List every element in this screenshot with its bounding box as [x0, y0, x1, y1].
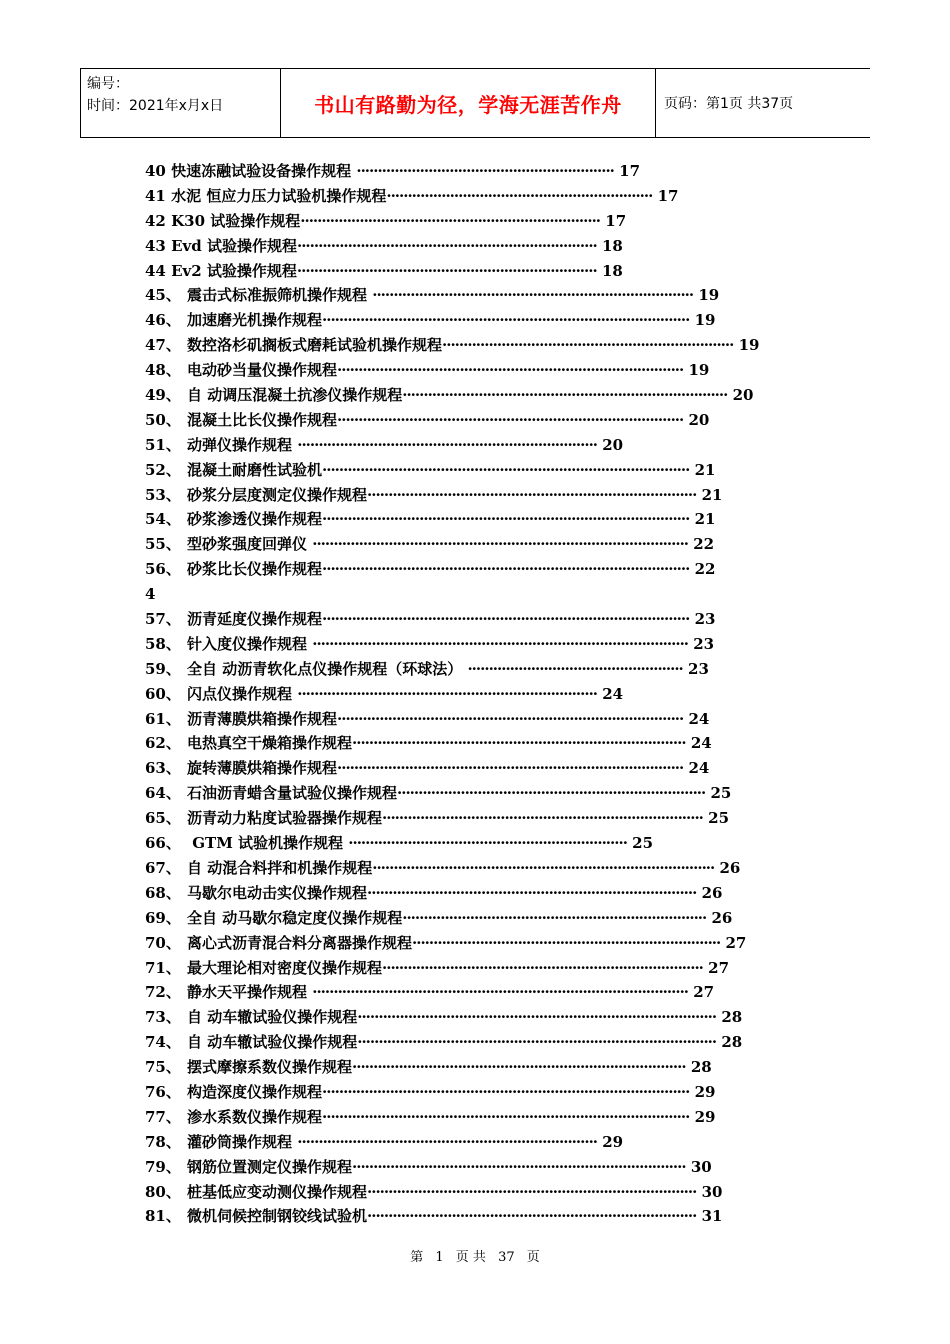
toc-entry — [145, 856, 765, 881]
toc-entry — [145, 806, 765, 831]
toc-entry-title: 闪点仪操作规程 — [187, 684, 298, 703]
toc-entry — [145, 308, 765, 333]
toc-entry-leader: ······················································································· — [322, 1107, 690, 1126]
toc-entry — [145, 1204, 765, 1229]
toc-entry-title: 砂浆渗透仪操作规程 — [187, 510, 323, 529]
toc-entry — [145, 1105, 765, 1130]
toc-entry-page: 20 — [602, 435, 624, 454]
toc-entry-page: 27 — [693, 983, 715, 1002]
toc-entry-title: 数控洛杉矶搁板式磨耗试验机操作规程 — [187, 336, 443, 355]
toc-entry-page: 29 — [602, 1132, 624, 1151]
toc-entry-page: 24 — [688, 759, 710, 778]
table-of-contents — [145, 159, 765, 1229]
toc-entry-leader: ·············································································· — [367, 1182, 697, 1201]
toc-entry — [145, 1180, 765, 1205]
toc-entry — [145, 657, 765, 682]
toc-entry-leader: ············································································ — [372, 286, 694, 305]
toc-entry-number: 51、 — [145, 435, 181, 454]
toc-entry-title: 震击式标准振筛机操作规程 — [187, 286, 373, 305]
toc-entry-page: 22 — [694, 560, 716, 579]
toc-entry-number: 60、 — [145, 684, 181, 703]
toc-entry-title: K30 试验操作规程 — [171, 211, 301, 230]
footer-suffix: 页 — [526, 1250, 540, 1265]
toc-entry-leader: ······································································· — [297, 1132, 598, 1151]
toc-entry-page: 26 — [711, 908, 733, 927]
toc-entry-title: 石油沥青蜡含量试验仪操作规程 — [187, 784, 398, 803]
toc-entry-leader: ········································································· — [412, 933, 721, 952]
toc-entry-number: 49、 — [145, 386, 181, 405]
toc-entry-leader: ················································································· — [372, 858, 715, 877]
toc-entry — [145, 234, 765, 259]
toc-entry — [145, 458, 765, 483]
toc-entry-number: 4 — [145, 585, 156, 604]
toc-entry — [145, 532, 765, 557]
toc-entry-leader: ············································································· — [402, 386, 728, 405]
toc-entry-page: 19 — [688, 361, 710, 380]
toc-entry-page: 29 — [694, 1082, 716, 1101]
toc-entry-title: 电动砂当量仪操作规程 — [187, 361, 338, 380]
toc-entry — [145, 1155, 765, 1180]
toc-entry-leader: ·············································································· — [367, 883, 697, 902]
toc-entry-number: 68、 — [145, 883, 181, 902]
toc-entry-number: 77、 — [145, 1107, 181, 1126]
toc-entry-leader: ····································································· — [442, 336, 734, 355]
toc-entry-title: 构造深度仪操作规程 — [187, 1082, 323, 1101]
toc-entry-title: 离心式沥青混合料分离器操作规程 — [187, 933, 413, 952]
toc-entry-number: 42 — [145, 211, 166, 230]
toc-entry-title: 微机伺候控制钢铰线试验机 — [187, 1207, 368, 1226]
toc-entry-leader: ········································································· — [397, 784, 706, 803]
toc-entry-page: 30 — [690, 1157, 712, 1176]
toc-entry-leader: ······················································································· — [322, 560, 690, 579]
toc-entry-page: 18 — [602, 236, 623, 255]
toc-entry-page: 24 — [602, 684, 624, 703]
toc-entry-page: 25 — [632, 834, 654, 853]
toc-entry-title: 最大理论相对密度仪操作规程 — [187, 958, 383, 977]
toc-entry-page: 28 — [721, 1008, 743, 1027]
toc-entry-title: 自 动混合料拌和机操作规程 — [187, 858, 373, 877]
toc-entry-number: 52、 — [145, 460, 181, 479]
toc-entry-title: 桩基低应变动测仪操作规程 — [187, 1182, 368, 1201]
toc-entry — [145, 283, 765, 308]
toc-entry-title: 摆式摩擦系数仪操作规程 — [187, 1058, 353, 1077]
toc-entry-number: 54、 — [145, 510, 181, 529]
toc-entry-leader: ······································································· — [297, 435, 598, 454]
toc-entry-page: 30 — [701, 1182, 723, 1201]
toc-entry — [145, 557, 765, 582]
toc-entry-number: 66、 — [145, 834, 181, 853]
toc-entry — [145, 159, 765, 184]
toc-entry-leader: ····················································································· — [357, 1008, 717, 1027]
toc-entry-page: 17 — [605, 211, 627, 230]
toc-entry-number: 69、 — [145, 908, 181, 927]
toc-entry-title: 马歇尔电动击实仪操作规程 — [187, 883, 368, 902]
toc-entry-leader: ······················································································· — [322, 460, 690, 479]
toc-entry-page: 23 — [688, 659, 709, 678]
toc-entry-page: 19 — [698, 286, 720, 305]
toc-entry-number: 70、 — [145, 933, 181, 952]
toc-entry-leader: ························································································· — [312, 983, 689, 1002]
toc-entry — [145, 259, 765, 284]
number-label: 编号： — [87, 76, 129, 92]
toc-entry-number: 63、 — [145, 759, 181, 778]
toc-entry-title: 快速冻融试验设备操作规程 — [171, 162, 357, 180]
toc-entry-title: 电热真空干燥箱操作规程 — [187, 734, 353, 753]
toc-entry-page: 20 — [732, 386, 754, 405]
toc-entry — [145, 333, 765, 358]
toc-entry-title: 混凝土比长仪操作规程 — [187, 410, 338, 429]
toc-entry — [145, 956, 765, 981]
toc-entry-title: GTM 试验机操作规程 — [187, 834, 349, 853]
toc-entry-leader: ·············································································· — [367, 485, 697, 504]
toc-entry-leader: ·············································································· — [367, 1207, 697, 1226]
toc-entry-page: 22 — [693, 535, 715, 554]
toc-entry — [145, 1005, 765, 1030]
toc-entry — [145, 931, 765, 956]
toc-entry-number: 79、 — [145, 1157, 181, 1176]
toc-entry — [145, 1030, 765, 1055]
toc-entry-title: 静水天平操作规程 — [187, 983, 313, 1002]
toc-entry-title: 动弹仪操作规程 — [187, 435, 298, 454]
toc-entry — [145, 1130, 765, 1155]
toc-entry-number: 41 — [145, 186, 166, 205]
toc-entry — [145, 1055, 765, 1080]
toc-entry-number: 65、 — [145, 809, 181, 828]
toc-entry-number: 76、 — [145, 1082, 181, 1101]
toc-entry-title: 砂浆分层度测定仪操作规程 — [187, 485, 368, 504]
toc-entry — [145, 383, 765, 408]
toc-entry-number: 56、 — [145, 560, 181, 579]
toc-entry-title: 自 动调压混凝土抗渗仪操作规程 — [187, 386, 403, 405]
toc-entry-leader: ······················································································· — [322, 1082, 690, 1101]
toc-entry-page: 24 — [690, 734, 712, 753]
toc-entry-number: 78、 — [145, 1132, 181, 1151]
toc-entry-number: 80、 — [145, 1182, 181, 1201]
toc-entry — [145, 209, 765, 234]
toc-entry — [145, 184, 765, 209]
toc-entry-title: Evd 试验操作规程 — [171, 236, 297, 255]
toc-entry — [145, 781, 765, 806]
toc-entry-title: Ev2 试验操作规程 — [171, 261, 297, 280]
toc-entry-number: 58、 — [145, 634, 181, 653]
page-footer — [0, 1246, 950, 1265]
toc-entry — [145, 756, 765, 781]
toc-entry — [145, 707, 765, 732]
toc-entry-title: 针入度仪操作规程 — [187, 634, 313, 653]
toc-entry-title: 旋转薄膜烘箱操作规程 — [187, 759, 338, 778]
toc-entry-leader: ········································································ — [402, 908, 707, 927]
toc-entry — [145, 906, 765, 931]
toc-entry-title: 混凝土耐磨性试验机 — [187, 460, 323, 479]
toc-entry-page: 21 — [694, 460, 716, 479]
toc-entry-title: 自 动车辙试验仪操作规程 — [187, 1033, 358, 1052]
toc-entry-leader: ······························································· — [386, 186, 653, 205]
toc-entry-page: 18 — [601, 261, 623, 280]
toc-entry-leader: ··············································································· — [352, 1058, 686, 1077]
toc-entry-leader: ······································································· — [300, 211, 601, 230]
toc-entry-leader: ·················································································· — [337, 361, 684, 380]
toc-entry-number: 47、 — [145, 336, 181, 355]
toc-entry-title: 自 动车辙试验仪操作规程 — [187, 1008, 358, 1027]
toc-entry — [145, 507, 765, 532]
toc-entry-page: 26 — [719, 858, 741, 877]
toc-entry-page: 17 — [619, 162, 641, 180]
toc-entry-number: 44 — [145, 261, 166, 280]
toc-entry-title: 沥青延度仪操作规程 — [187, 610, 323, 629]
toc-entry — [145, 682, 765, 707]
toc-entry-leader: ·················································································· — [337, 709, 684, 728]
toc-entry-title: 加速磨光机操作规程 — [187, 311, 323, 330]
toc-entry — [145, 980, 765, 1005]
toc-entry-title: 全自 动沥青软化点仪操作规程（环球法） — [187, 659, 468, 678]
toc-entry-number: 62、 — [145, 734, 181, 753]
toc-entry-page: 25 — [710, 784, 732, 803]
toc-entry-number: 61、 — [145, 709, 181, 728]
toc-entry-leader: ························································································· — [312, 634, 689, 653]
toc-entry — [145, 582, 765, 607]
toc-entry-number: 57、 — [145, 610, 181, 629]
toc-entry-leader: ······················································································· — [322, 510, 690, 529]
toc-entry-number: 55、 — [145, 535, 181, 554]
toc-entry-number: 72、 — [145, 983, 181, 1002]
page-header — [80, 68, 870, 138]
toc-entry-leader: ··············································································· — [352, 734, 686, 753]
toc-entry-page: 23 — [694, 610, 716, 629]
toc-entry-title: 全自 动马歇尔稳定度仪操作规程 — [187, 908, 403, 927]
toc-entry-page: 25 — [708, 809, 730, 828]
toc-entry — [145, 607, 765, 632]
toc-entry-page: 21 — [694, 510, 716, 529]
toc-entry-number: 73、 — [145, 1008, 181, 1027]
footer-total-pages: 37 — [498, 1250, 515, 1265]
toc-entry-number: 75、 — [145, 1058, 181, 1077]
header-motto: 书山有路勤为径，学海无涯苦作舟 — [281, 69, 656, 137]
toc-entry-title: 灌砂筒操作规程 — [187, 1132, 298, 1151]
toc-entry-leader: ··················································· — [467, 659, 683, 678]
header-meta — [80, 69, 281, 137]
toc-entry-leader: ························································································· — [312, 535, 689, 554]
toc-entry-page: 29 — [694, 1107, 716, 1126]
toc-entry-page: 27 — [708, 958, 730, 977]
time-label: 时间：2021年x月x日 — [87, 98, 224, 114]
toc-entry-page: 28 — [690, 1058, 712, 1077]
toc-entry-number: 67、 — [145, 858, 181, 877]
toc-entry-page: 28 — [721, 1033, 743, 1052]
toc-entry — [145, 1080, 765, 1105]
toc-entry-number: 81、 — [145, 1207, 181, 1226]
toc-entry-page: 21 — [701, 485, 723, 504]
toc-entry — [145, 408, 765, 433]
toc-entry — [145, 881, 765, 906]
toc-entry-leader: ·································································· — [348, 834, 627, 853]
header-page-label: 页码：第1页 共37页 — [664, 96, 794, 112]
toc-entry-number: 53、 — [145, 485, 181, 504]
toc-entry-number: 74、 — [145, 1033, 181, 1052]
toc-entry-page: 26 — [701, 883, 723, 902]
toc-entry — [145, 358, 765, 383]
toc-entry-title: 沥青动力粘度试验器操作规程 — [187, 809, 383, 828]
toc-entry-leader: ·················································································· — [337, 759, 684, 778]
toc-entry-leader: ······································································· — [296, 236, 597, 255]
toc-entry-page: 24 — [688, 709, 710, 728]
toc-entry-leader: ····················································································· — [357, 1033, 717, 1052]
toc-entry-number: 40 — [145, 162, 166, 180]
toc-entry-title: 渗水系数仪操作规程 — [187, 1107, 323, 1126]
footer-mid: 页 共 — [455, 1250, 486, 1265]
toc-entry-title: 沥青薄膜烘箱操作规程 — [187, 709, 338, 728]
toc-entry-page: 19 — [738, 336, 760, 355]
toc-entry-page: 31 — [701, 1207, 723, 1226]
toc-entry — [145, 433, 765, 458]
toc-entry-title: 砂浆比长仪操作规程 — [187, 560, 323, 579]
footer-prefix: 第 — [410, 1250, 424, 1265]
toc-entry-leader: ······················································································· — [322, 610, 690, 629]
toc-entry-leader: ······················································································· — [322, 311, 690, 330]
toc-entry-title: 水泥 恒应力压力试验机操作规程 — [171, 186, 387, 205]
toc-entry-page: 20 — [688, 410, 710, 429]
toc-entry-page: 23 — [693, 634, 715, 653]
toc-entry-number: 50、 — [145, 410, 181, 429]
toc-entry-page: 17 — [657, 186, 679, 205]
toc-entry-number: 43 — [145, 236, 166, 255]
footer-current-page: 1 — [435, 1250, 444, 1265]
toc-entry-page: 19 — [694, 311, 716, 330]
toc-entry-number: 64、 — [145, 784, 181, 803]
toc-entry-number: 48、 — [145, 361, 181, 380]
toc-entry — [145, 831, 765, 856]
toc-entry — [145, 632, 765, 657]
toc-entry-leader: ····························································· — [356, 162, 614, 180]
toc-entry-page: 27 — [725, 933, 747, 952]
toc-entry-leader: ············································································ — [382, 809, 703, 828]
toc-entry — [145, 731, 765, 756]
toc-entry-leader: ·················································································· — [337, 410, 684, 429]
toc-entry-leader: ············································································ — [382, 958, 703, 977]
toc-entry-number: 46、 — [145, 311, 181, 330]
toc-entry-title: 型砂浆强度回弹仪 — [187, 535, 313, 554]
toc-entry-number: 59、 — [145, 659, 181, 678]
toc-entry-number: 45、 — [145, 286, 181, 305]
toc-entry-leader: ··············································································· — [352, 1157, 686, 1176]
toc-entry-title: 钢筋位置测定仪操作规程 — [187, 1157, 353, 1176]
toc-entry-number: 71、 — [145, 958, 181, 977]
toc-entry-leader: ······································································· — [296, 261, 597, 280]
toc-entry-leader: ······································································· — [297, 684, 598, 703]
toc-entry — [145, 483, 765, 508]
